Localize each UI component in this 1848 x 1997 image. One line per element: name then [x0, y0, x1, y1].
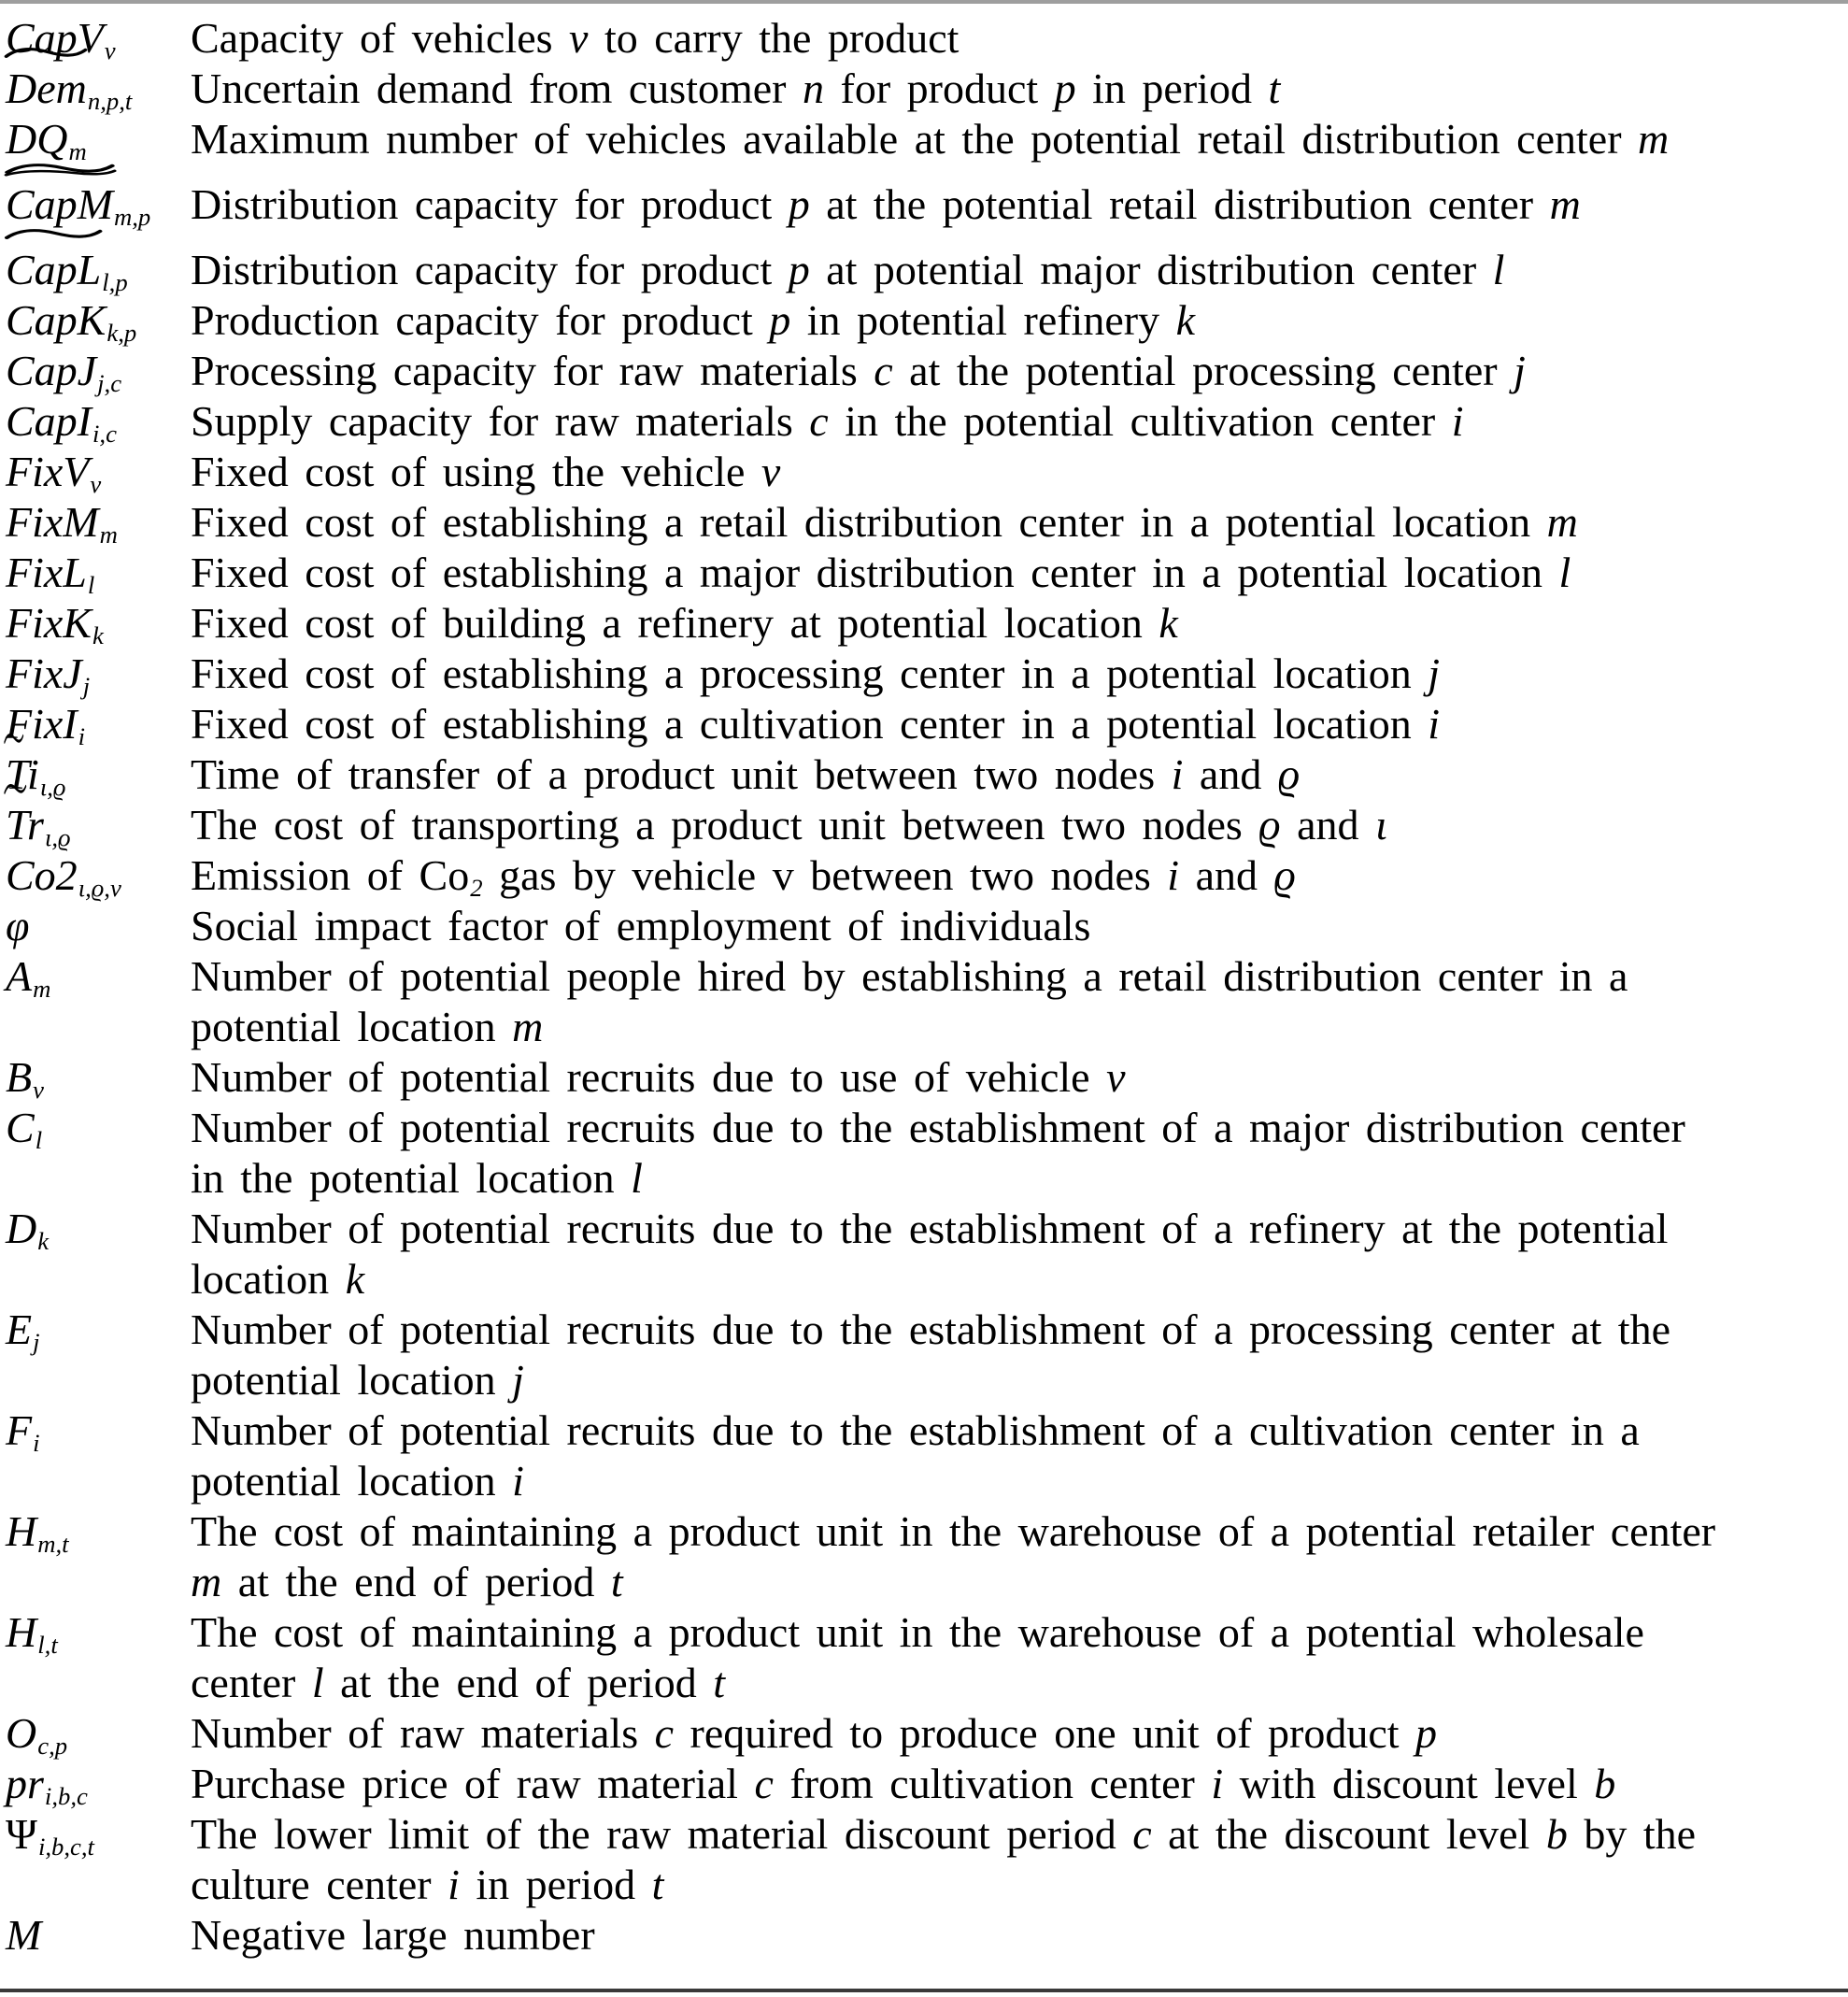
- definition: [191, 114, 1835, 164]
- definition: [191, 1405, 1835, 1506]
- notation-row: [6, 1607, 1835, 1708]
- wide-tilde-accent: [4, 733, 23, 746]
- notation-row: [6, 179, 1835, 230]
- symbol: Dem$_{n,p,t}$: [6, 64, 191, 114]
- definition-line: Processing capacity for raw materials c at the potential processing center j: [191, 347, 1526, 394]
- symbol: $B_v$: [6, 1053, 44, 1104]
- symbol: $Tr_{\iota,ϱ}$: [6, 800, 191, 850]
- definition: [191, 699, 1835, 749]
- definition: [191, 1708, 1835, 1759]
- definition: [191, 1103, 1835, 1204]
- definition: [191, 1759, 1835, 1809]
- notation-row: [6, 548, 1835, 598]
- definition-line: Number of raw materials c required to produce one unit of product p: [191, 1709, 1438, 1757]
- definition: [191, 1305, 1835, 1405]
- definition: [191, 447, 1835, 497]
- definition-line: Distribution capacity for product p at the potential retail distribution center m: [191, 180, 1581, 228]
- notation-row: [6, 396, 1835, 447]
- definition: [191, 497, 1835, 548]
- definition: [191, 396, 1835, 447]
- definition-line: in the potential location l: [191, 1154, 643, 1202]
- symbol: FixM$_m$: [6, 498, 118, 549]
- definition-line: Number of potential recruits due to use of vehicle v: [191, 1053, 1126, 1101]
- symbol: $C_l$: [6, 1104, 43, 1154]
- symbol: CapI$_{i,c}$: [6, 397, 117, 448]
- notation-row: [6, 1405, 1835, 1506]
- definition: [191, 951, 1835, 1052]
- notation-row: [6, 749, 1835, 800]
- wide-tilde-accent: [3, 228, 104, 241]
- definition: [191, 800, 1835, 850]
- symbol: FixV$_v$: [6, 448, 102, 498]
- definition-line: The cost of maintaining a product unit in the warehouse of a potential wholesale: [191, 1608, 1644, 1656]
- definition-line: Fixed cost of building a refinery at potential location k: [191, 599, 1178, 647]
- symbol: CapK$_{k,p}$: [6, 296, 137, 347]
- symbol: CapJ$_{j,c}$: [6, 347, 122, 397]
- notation-row: [6, 901, 1835, 951]
- definition-line: potential location m: [191, 1003, 544, 1050]
- definition: [191, 64, 1835, 114]
- notation-row: [6, 951, 1835, 1052]
- definition-line: Supply capacity for raw materials c in the potential cultivation center i: [191, 397, 1464, 445]
- symbol: M: [6, 1911, 42, 1959]
- definition-line: Negative large number: [191, 1911, 595, 1959]
- notation-table: [6, 13, 1835, 1961]
- definition: [191, 850, 1835, 901]
- definition-line: Fixed cost of establishing a retail distribution center in a potential location m: [191, 498, 1578, 546]
- notation-row: [6, 1204, 1835, 1305]
- definition: [191, 1052, 1835, 1103]
- notation-row: [6, 1708, 1835, 1759]
- symbol: CapL$_{l,p}$: [6, 245, 191, 295]
- definition-line: Emission of $Co_2$ gas by vehicle v between two nodes i and ϱ: [191, 851, 1296, 902]
- notation-row: [6, 1052, 1835, 1103]
- notation-row: [6, 1809, 1835, 1910]
- definition-line: center l at the end of period t: [191, 1659, 726, 1706]
- definition-line: Purchase price of raw material c from cultivation center i with discount level b: [191, 1760, 1616, 1807]
- notation-row: [6, 649, 1835, 699]
- definition-line: Fixed cost of establishing a major distribution center in a potential location l: [191, 549, 1571, 596]
- symbol: $pr_{i,b,c}$: [6, 1760, 88, 1810]
- notation-row: [6, 64, 1835, 114]
- definition-line: The cost of transporting a product unit between two nodes ϱ and ι: [191, 801, 1387, 849]
- definition: [191, 1607, 1835, 1708]
- definition: [191, 548, 1835, 598]
- definition: [191, 649, 1835, 699]
- wide-tilde-accent: [3, 47, 89, 60]
- definition-line: culture center i in period t: [191, 1861, 664, 1908]
- symbol: $H_{l,t}$: [6, 1608, 58, 1659]
- definition-line: Production capacity for product p in potential refinery k: [191, 296, 1195, 344]
- symbol: FixJ$_j$: [6, 649, 91, 700]
- definition: [191, 346, 1835, 396]
- symbol: FixL$_l$: [6, 549, 95, 599]
- notation-row: [6, 245, 1835, 295]
- definition: [191, 1910, 1835, 1961]
- definition-line: Uncertain demand from customer n for product p in period t: [191, 64, 1281, 112]
- symbol: $E_j$: [6, 1305, 40, 1356]
- definition: [191, 1809, 1835, 1910]
- definition-line: Social impact factor of employment of individuals: [191, 902, 1091, 949]
- definition: [191, 1204, 1835, 1305]
- definition-line: The lower limit of the raw material discount period c at the discount level b by the: [191, 1810, 1697, 1858]
- symbol: CapV$_v$: [6, 14, 116, 64]
- notation-row: [6, 447, 1835, 497]
- symbol: $O_{c,p}$: [6, 1709, 68, 1760]
- definition-line: Fixed cost of using the vehicle v: [191, 448, 781, 495]
- notation-row: [6, 800, 1835, 850]
- definition: [191, 749, 1835, 800]
- definition: [191, 13, 1835, 64]
- wide-tilde-accent: [4, 783, 27, 796]
- symbol: φ: [6, 902, 30, 949]
- symbol: $D_k$: [6, 1205, 50, 1255]
- definition-line: Capacity of vehicles v to carry the product: [191, 14, 960, 62]
- definition: [191, 245, 1835, 295]
- notation-row: [6, 13, 1835, 64]
- notation-row: [6, 699, 1835, 749]
- definition-line: The cost of maintaining a product unit in the warehouse of a potential retailer center: [191, 1507, 1716, 1555]
- definition: [191, 295, 1835, 346]
- definition-line: potential location i: [191, 1457, 524, 1505]
- symbol: $F_i$: [6, 1406, 40, 1457]
- notation-row: [6, 114, 1835, 164]
- definition-line: m at the end of period t: [191, 1558, 623, 1605]
- symbol: FixK$_k$: [6, 599, 104, 649]
- definition-line: location k: [191, 1255, 365, 1303]
- notation-row: [6, 497, 1835, 548]
- definition-line: Number of potential recruits due to the establishment of a refinery at the potential: [191, 1205, 1669, 1252]
- wide-tilde-accent: [3, 163, 117, 176]
- definition: [191, 901, 1835, 951]
- symbol: $Co2_{\iota,ϱ,v}$: [6, 851, 121, 902]
- definition-line: Maximum number of vehicles available at the potential retail distribution center m: [191, 115, 1670, 163]
- symbol: $A_m$: [6, 952, 51, 1003]
- notation-row: [6, 1506, 1835, 1607]
- notation-row: [6, 850, 1835, 901]
- definition: [191, 598, 1835, 649]
- notation-row: [6, 1103, 1835, 1204]
- notation-row: [6, 346, 1835, 396]
- symbol: CapM$_{m,p}$: [6, 179, 191, 230]
- definition-line: Fixed cost of establishing a processing center in a potential location j: [191, 649, 1441, 697]
- definition-line: Number of potential recruits due to the establishment of a processing center at the: [191, 1305, 1671, 1353]
- table-top-rule: [0, 0, 1848, 4]
- definition-line: Time of transfer of a product unit between two nodes i and ϱ: [191, 750, 1301, 798]
- symbol: $H_{m,t}$: [6, 1507, 69, 1558]
- symbol: $Ti_{\iota,ϱ}$: [6, 749, 191, 800]
- definition-line: potential location j: [191, 1356, 524, 1404]
- notation-row: [6, 295, 1835, 346]
- definition-line: Number of potential recruits due to the establishment of a major distribution center: [191, 1104, 1685, 1151]
- table-bottom-rule: [0, 1989, 1848, 1992]
- notation-row: [6, 598, 1835, 649]
- notation-row: [6, 1305, 1835, 1405]
- definition-line: Number of potential people hired by establishing a retail distribution center in a: [191, 952, 1628, 1000]
- definition-line: Number of potential recruits due to the establishment of a cultivation center in a: [191, 1406, 1640, 1454]
- notation-row: [6, 1759, 1835, 1809]
- notation-row: [6, 1910, 1835, 1961]
- symbol: $\Psi_{i,b,c,t}$: [6, 1810, 94, 1861]
- definition: [191, 1506, 1835, 1607]
- definition: [191, 179, 1835, 230]
- symbol: $DQ_m$: [6, 114, 191, 164]
- definition-line: Fixed cost of establishing a cultivation center in a potential location i: [191, 700, 1441, 748]
- definition-line: Distribution capacity for product p at potential major distribution center l: [191, 246, 1505, 293]
- symbol: FixI$_i$: [6, 700, 86, 750]
